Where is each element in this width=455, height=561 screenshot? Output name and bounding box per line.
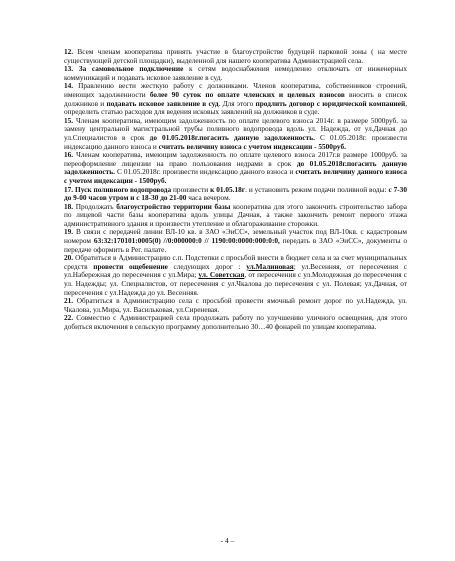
text-segment: 15. <box>64 115 76 125</box>
paragraph-item-14 <box>64 82 407 116</box>
text-segment: В связи с передачей линии ВЛ-10 кв. в ЗАО «ЭиСС», земельный участок под ВЛ-10кв. с кадастровым номером <box>64 227 407 246</box>
text-segment: , определить статью расходов для ведения исковых заявлений на должников в суде. <box>64 98 408 117</box>
text-segment: Продолжать <box>73 201 117 211</box>
text-segment: считать величину данного взноса с учетом индексации - 1500руб. <box>64 167 407 185</box>
text-segment: Совместно с Администрацией села продолжать работу по улучшению уличного освещения, для этого добиться включения в сельскую программу дополнительно 30…40 фонарей по улицам кооператива. <box>64 313 407 331</box>
text-segment: Правлению вести жесткую работу с должниками. Членов кооператива, собственников строений, имеющих задолженности <box>64 81 407 99</box>
text-segment: 18. <box>64 201 74 211</box>
text-segment: Членам кооператива, имеющим задолженность по оплате целевого взноса 2014г. в размере 5000руб. за замену центральной магистральной трубы поливного водопровода вдоль ул. Надежда, от ул.Дачная до ул.Специалистов в срок <box>64 115 407 142</box>
text-segment: . Для этого <box>218 98 256 108</box>
text-segment: Обратиться в Администрацию с.п. Подстепки с просьбой внести в бюджет села и за счет муниципальных средств <box>64 253 407 271</box>
text-segment: 12. <box>64 47 78 56</box>
text-segment: продлить договор с юридической компанией <box>255 98 406 108</box>
text-segment: вносить в список должников и <box>64 89 407 108</box>
paragraph-item-16 <box>64 151 407 185</box>
text-segment: 19. <box>64 227 76 237</box>
paragraph-item-17 <box>64 186 407 203</box>
text-segment: ; ул.Весенняя, от пересечения с ул.Набережная до пересечения с ул.Мира; <box>64 261 407 280</box>
paragraph-item-22 <box>64 314 407 331</box>
text-segment: до 01.05.2018г.погасить данную задолженность. <box>149 132 315 142</box>
text-segment: 17. Пуск поливного водопровода <box>64 184 172 194</box>
paragraph-item-19 <box>64 228 407 254</box>
text-segment: следующих дорог : <box>167 261 247 271</box>
paragraph-item-21 <box>64 297 407 314</box>
text-segment: Членам кооператива, имеющим задолженность по оплате целевого взноса 2017г.в размере 1000руб. за переоформление лицензии на право пользования недрами в срок <box>64 150 407 168</box>
page-number: - 4 – <box>220 536 235 545</box>
text-segment: 22. <box>64 313 77 323</box>
text-segment: с 7-30 до 9-00 часов утром и с 18-30 до 21-00 <box>64 184 407 203</box>
text-segment: провести ощебенение <box>93 261 168 271</box>
text-segment: 13. За самовольное подключение <box>64 64 184 74</box>
paragraph-item-20 <box>64 254 407 297</box>
paragraph-item-13 <box>64 65 407 82</box>
text-segment: Обратиться в Администрацию села с просьбой провести ямочный ремонт дорог по ул.Надежда, ул. Чкалова, ул.Мира, ул. Васильковая, ул.Сиреневая. <box>64 296 408 314</box>
text-segment: кооператива для этого закончить строительство забора по лицевой части базы кооператива вдоль улицы Дачная, а также закончить ремонт первого этажа административного здания и произвести утепление и облагораживание сторожки. <box>64 201 407 228</box>
text-segment: часа вечером. <box>186 193 231 203</box>
text-segment: к сетям водоснабжения немедленно отключать от инженерных коммуникаций и подавать исковое заявление в суд. <box>64 64 407 82</box>
text-segment: 14. <box>64 81 79 91</box>
text-segment: 21. <box>64 296 77 306</box>
text-segment: считать величину взноса с учетом индексации - 5500руб. <box>158 141 346 151</box>
paragraph-item-18 <box>64 203 407 229</box>
text-segment: подавать исковое заявление в суд <box>106 98 219 108</box>
text-segment: до 01.05.2018г.погасить данную задолженность. <box>64 158 408 177</box>
text-segment: произвести <box>171 184 211 194</box>
paragraph-item-15 <box>64 117 407 151</box>
document-body <box>64 48 407 332</box>
text-segment: , от пересечения с ул.Молодежная до пересечения с ул. Надежды; ул. Специалистов, от пересечения с ул.Чкалова до пересечения с ул. Полевая; ул.Дачная, от пересечения с ул.Надежда до ул. Весенняя. <box>64 270 407 297</box>
text-segment: передать в ЗАО «ЭиСС», документы о передаче оформить в Рег. палате. <box>64 236 407 254</box>
text-segment: более 90 суток по оплате членских и целевых взносов <box>149 89 345 99</box>
text-segment: благоустройство территории базы <box>116 201 231 211</box>
text-segment: ул.Малиновая <box>246 261 294 271</box>
text-segment: Всем членам кооператива принять участие в благоустройстве будущей парковой зоны ( на месте существующей детской площадки), выделенной для нашего кооператива Администрацией села. <box>64 47 407 65</box>
text-segment: С 01.05.2018г. произвести индексацию данного взноса и <box>64 132 407 151</box>
text-segment: 63:32:170101:0005(0) //0:000000:0 // 1190:00:0000:000:0:0, <box>93 236 280 246</box>
paragraph-item-12 <box>64 48 407 65</box>
text-segment: . и установить режим подачи поливной воды: <box>245 184 389 194</box>
text-segment: к 01.05.18г <box>210 184 246 194</box>
text-segment: 20. <box>64 253 76 263</box>
text-segment: С 01.05.2018г. произвести индексацию данного взноса и <box>114 167 296 177</box>
text-segment: ул. Советская <box>198 270 245 280</box>
text-segment: 16. <box>64 150 77 160</box>
